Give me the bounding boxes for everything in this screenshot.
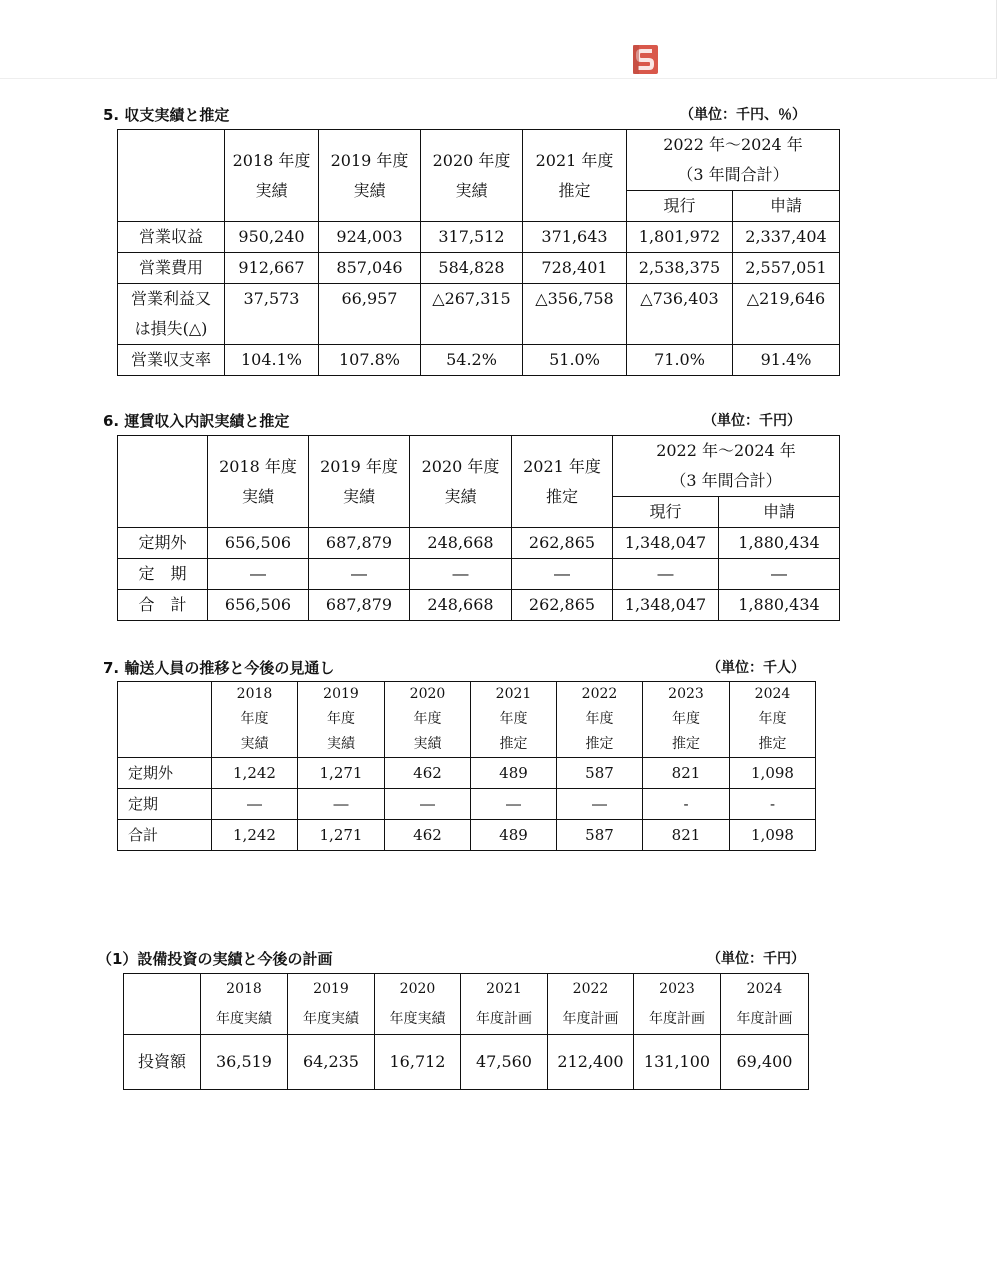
cell: 857,046 <box>319 253 421 284</box>
cell: △219,646 <box>733 284 840 345</box>
cell: 1,242 <box>212 820 298 851</box>
row-label: 定期 <box>118 789 212 820</box>
cell: ― <box>309 559 410 590</box>
cell: 489 <box>471 758 557 789</box>
table-row <box>118 345 840 376</box>
fare-revenue-table <box>117 435 840 621</box>
cell: 371,643 <box>523 222 627 253</box>
sub-header-proposed: 申請 <box>733 191 840 222</box>
table-row <box>118 820 816 851</box>
cell: - <box>730 789 816 820</box>
cell: 912,667 <box>225 253 319 284</box>
cell: 821 <box>643 820 730 851</box>
column-header: 2021 年度 推定 <box>471 682 557 758</box>
column-header: 2018 年度 実績 <box>225 130 319 222</box>
row-label: 合 計 <box>118 590 208 621</box>
cell: 2,538,375 <box>627 253 733 284</box>
cell: 656,506 <box>208 590 309 621</box>
table-row <box>118 559 840 590</box>
cell: 51.0% <box>523 345 627 376</box>
cell: ― <box>471 789 557 820</box>
cell: 2,337,404 <box>733 222 840 253</box>
group-header: 2022 年〜2024 年 （3 年間合計） <box>627 130 840 191</box>
cell: ― <box>212 789 298 820</box>
cell: 1,348,047 <box>613 590 719 621</box>
column-header: 2021 年度計画 <box>461 974 548 1035</box>
cell: 1,271 <box>298 758 385 789</box>
cell: ― <box>298 789 385 820</box>
investment-table <box>123 973 809 1090</box>
cell: 317,512 <box>421 222 523 253</box>
cell: 2,557,051 <box>733 253 840 284</box>
column-header: 2019 年度 実績 <box>309 436 410 528</box>
cell: 69,400 <box>721 1035 809 1090</box>
cell: △356,758 <box>523 284 627 345</box>
column-header: 2024 年度計画 <box>721 974 809 1035</box>
red-s-logo-icon <box>633 45 658 74</box>
cell: 66,957 <box>319 284 421 345</box>
cell: 1,348,047 <box>613 528 719 559</box>
cell: 728,401 <box>523 253 627 284</box>
cell: 950,240 <box>225 222 319 253</box>
cell: 212,400 <box>548 1035 634 1090</box>
row-label: 定期外 <box>118 758 212 789</box>
cell: 1,801,972 <box>627 222 733 253</box>
cell: 656,506 <box>208 528 309 559</box>
cell: 54.2% <box>421 345 523 376</box>
cell: ― <box>385 789 471 820</box>
cell: 687,879 <box>309 590 410 621</box>
cell: ― <box>512 559 613 590</box>
corner-cell <box>124 974 201 1035</box>
table-row <box>118 758 816 789</box>
cell: 131,100 <box>634 1035 721 1090</box>
column-header: 2021 年度 推定 <box>512 436 613 528</box>
section6-unit: （単位：千円） <box>703 413 801 429</box>
page-frame <box>0 0 997 79</box>
cell: 1,098 <box>730 758 816 789</box>
row-label: 定 期 <box>118 559 208 590</box>
section5-unit: （単位：千円、％） <box>680 107 806 123</box>
cell: 36,519 <box>201 1035 288 1090</box>
row-label: 営業費用 <box>118 253 225 284</box>
cell: 1,880,434 <box>719 590 840 621</box>
cell: 248,668 <box>410 528 512 559</box>
table-row <box>118 284 840 345</box>
column-header: 2020 年度実績 <box>375 974 461 1035</box>
cell: 489 <box>471 820 557 851</box>
corner-cell <box>118 682 212 758</box>
cell: 1,242 <box>212 758 298 789</box>
row-label: 定期外 <box>118 528 208 559</box>
cell: 462 <box>385 758 471 789</box>
section5-heading: 5. 収支実績と推定 <box>103 106 230 124</box>
cell: 262,865 <box>512 590 613 621</box>
column-header: 2021 年度 推定 <box>523 130 627 222</box>
column-header: 2022 年度計画 <box>548 974 634 1035</box>
cell: 1,098 <box>730 820 816 851</box>
row-label: 投資額 <box>124 1035 201 1090</box>
sub-header-current: 現行 <box>613 497 719 528</box>
column-header: 2022 年度 推定 <box>557 682 643 758</box>
cell: ― <box>208 559 309 590</box>
cell: 687,879 <box>309 528 410 559</box>
cell: 37,573 <box>225 284 319 345</box>
column-header: 2020 年度 実績 <box>421 130 523 222</box>
cell: - <box>643 789 730 820</box>
cell: △736,403 <box>627 284 733 345</box>
investment-heading: （1）設備投資の実績と今後の計画 <box>97 950 333 968</box>
column-header: 2023 年度 推定 <box>643 682 730 758</box>
cell: 462 <box>385 820 471 851</box>
cell: △267,315 <box>421 284 523 345</box>
cell: 16,712 <box>375 1035 461 1090</box>
cell: ― <box>410 559 512 590</box>
row-label: 営業収支率 <box>118 345 225 376</box>
cell: 584,828 <box>421 253 523 284</box>
cell: 262,865 <box>512 528 613 559</box>
corner-cell <box>118 436 208 528</box>
row-label: 営業利益又 は損失(△) <box>118 284 225 345</box>
column-header: 2020 年度 実績 <box>410 436 512 528</box>
table-row <box>118 222 840 253</box>
cell: 47,560 <box>461 1035 548 1090</box>
row-label: 営業収益 <box>118 222 225 253</box>
cell: 107.8% <box>319 345 421 376</box>
column-header: 2018 年度 実績 <box>208 436 309 528</box>
table-row <box>118 789 816 820</box>
section7-unit: （単位：千人） <box>707 660 805 676</box>
cell: ― <box>557 789 643 820</box>
table-row <box>118 528 840 559</box>
cell: 71.0% <box>627 345 733 376</box>
section6-heading: 6. 運賃収入内訳実績と推定 <box>103 412 290 430</box>
cell: 587 <box>557 758 643 789</box>
cell: 64,235 <box>288 1035 375 1090</box>
cell: ― <box>719 559 840 590</box>
column-header: 2019 年度 実績 <box>298 682 385 758</box>
sub-header-proposed: 申請 <box>719 497 840 528</box>
sub-header-current: 現行 <box>627 191 733 222</box>
table-row <box>124 1035 809 1090</box>
table-row <box>118 253 840 284</box>
row-label: 合計 <box>118 820 212 851</box>
cell: 104.1% <box>225 345 319 376</box>
cell: 587 <box>557 820 643 851</box>
corner-cell <box>118 130 225 222</box>
passenger-table <box>117 681 816 851</box>
cell: 1,880,434 <box>719 528 840 559</box>
column-header: 2020 年度 実績 <box>385 682 471 758</box>
column-header: 2018 年度 実績 <box>212 682 298 758</box>
section7-heading: 7. 輸送人員の推移と今後の見通し <box>103 659 335 677</box>
column-header: 2018 年度実績 <box>201 974 288 1035</box>
column-header: 2019 年度 実績 <box>319 130 421 222</box>
column-header: 2023 年度計画 <box>634 974 721 1035</box>
cell: 248,668 <box>410 590 512 621</box>
investment-unit: （単位：千円） <box>707 951 805 967</box>
cell: 821 <box>643 758 730 789</box>
cell: 91.4% <box>733 345 840 376</box>
column-header: 2024 年度 推定 <box>730 682 816 758</box>
column-header: 2019 年度実績 <box>288 974 375 1035</box>
cell: 924,003 <box>319 222 421 253</box>
table-row <box>118 590 840 621</box>
cell: 1,271 <box>298 820 385 851</box>
income-expense-table <box>117 129 840 376</box>
cell: ― <box>613 559 719 590</box>
group-header: 2022 年〜2024 年 （3 年間合計） <box>613 436 840 497</box>
